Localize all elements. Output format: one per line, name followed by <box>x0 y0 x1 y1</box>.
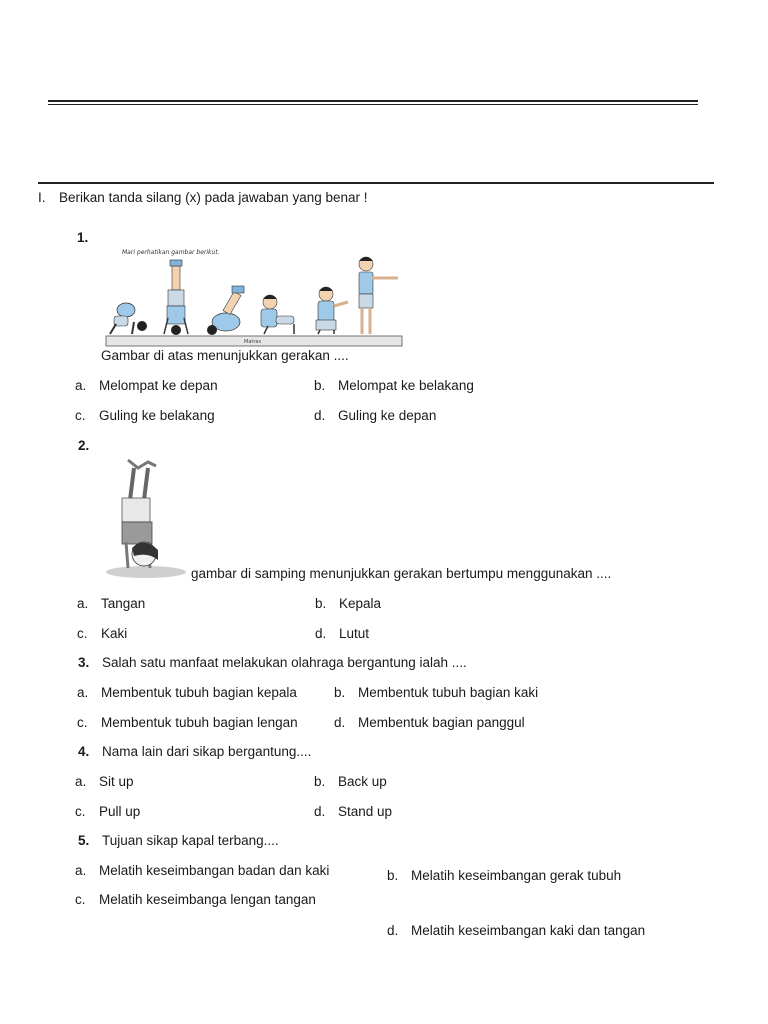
option-text: Tangan <box>101 596 146 611</box>
question-3-option-a[interactable] <box>77 685 297 700</box>
question-2-option-b[interactable] <box>315 596 381 611</box>
question-2-number: 2. <box>78 438 90 453</box>
option-text: Melompat ke belakang <box>338 378 474 393</box>
question-1-option-c[interactable] <box>75 408 215 423</box>
question-5-option-a[interactable] <box>75 863 329 878</box>
question-4-number: 4. <box>78 744 90 759</box>
option-text: Guling ke belakang <box>99 408 215 423</box>
question-5-option-b[interactable] <box>387 868 621 883</box>
option-letter: d. <box>334 715 346 730</box>
question-4-option-c[interactable] <box>75 804 140 819</box>
question-3-option-c[interactable] <box>77 715 298 730</box>
option-text: Guling ke depan <box>338 408 437 423</box>
option-letter: a. <box>77 685 89 700</box>
question-2-option-d[interactable] <box>315 626 369 641</box>
pose-crouch <box>110 303 147 334</box>
header-double-rule-bottom <box>48 104 698 105</box>
option-text: Membentuk tubuh bagian kaki <box>358 685 539 700</box>
question-2-text: gambar di samping menunjukkan gerakan bertumpu menggunakan .... <box>191 566 612 581</box>
header-double-rule-top <box>48 100 698 102</box>
pose-tuck <box>261 295 294 334</box>
option-letter: d. <box>314 804 326 819</box>
question-5 <box>78 833 279 848</box>
question-3 <box>78 655 467 670</box>
option-letter: d. <box>315 626 327 641</box>
option-letter: c. <box>75 892 86 907</box>
option-letter: a. <box>75 774 87 789</box>
question-3-number: 3. <box>78 655 90 670</box>
pose-standing <box>359 257 398 334</box>
option-letter: d. <box>387 923 399 938</box>
option-letter: a. <box>75 378 87 393</box>
option-text: Pull up <box>99 804 141 819</box>
question-2-option-a[interactable] <box>77 596 145 611</box>
option-text: Membentuk tubuh bagian lengan <box>101 715 298 730</box>
option-text: Melatih keseimbangan gerak tubuh <box>411 868 622 883</box>
question-4-option-a[interactable] <box>75 774 134 789</box>
question-3-option-d[interactable] <box>334 715 525 730</box>
option-text: Melatih keseimbangan badan dan kaki <box>99 863 330 878</box>
option-letter: c. <box>75 804 86 819</box>
question-5-number: 5. <box>78 833 90 848</box>
question-5-option-c[interactable] <box>75 892 316 907</box>
pose-inverted <box>164 260 188 335</box>
handstand-illustration <box>104 456 190 580</box>
section-instruction <box>38 190 368 205</box>
option-text: Stand up <box>338 804 393 819</box>
question-5-option-d[interactable] <box>387 923 645 938</box>
option-letter: c. <box>77 715 88 730</box>
option-letter: b. <box>314 774 326 789</box>
option-letter: b. <box>315 596 327 611</box>
option-letter: b. <box>334 685 346 700</box>
option-text: Kaki <box>101 626 128 641</box>
option-text: Membentuk bagian panggul <box>358 715 525 730</box>
pose-squat <box>316 287 348 334</box>
question-1-option-d[interactable] <box>314 408 436 423</box>
question-4-option-d[interactable] <box>314 804 392 819</box>
pose-rolling <box>207 286 244 335</box>
question-4-option-b[interactable] <box>314 774 387 789</box>
forward-roll-illustration <box>104 246 404 348</box>
option-text: Melatih keseimbangan kaki dan tangan <box>411 923 646 938</box>
mat-label: Matras <box>244 339 262 345</box>
question-1-number: 1. <box>77 230 89 245</box>
question-5-text: Tujuan sikap kapal terbang.... <box>102 833 279 848</box>
option-letter: c. <box>75 408 86 423</box>
question-1-option-b[interactable] <box>314 378 474 393</box>
question-4-text: Nama lain dari sikap bergantung.... <box>102 744 312 759</box>
question-1-option-a[interactable] <box>75 378 218 393</box>
question-4 <box>78 744 311 759</box>
option-text: Melompat ke depan <box>99 378 218 393</box>
option-letter: b. <box>314 378 326 393</box>
figure-caption: Mari perhatikan gambar berikut. <box>122 249 220 256</box>
option-letter: d. <box>314 408 326 423</box>
option-letter: a. <box>75 863 87 878</box>
section-divider <box>38 182 714 184</box>
option-letter: b. <box>387 868 399 883</box>
option-letter: c. <box>77 626 88 641</box>
question-2-option-c[interactable] <box>77 626 127 641</box>
option-text: Melatih keseimbanga lengan tangan <box>99 892 316 907</box>
option-text: Back up <box>338 774 387 789</box>
question-3-text: Salah satu manfaat melakukan olahraga bergantung ialah .... <box>102 655 467 670</box>
question-3-option-b[interactable] <box>334 685 538 700</box>
question-1-text: Gambar di atas menunjukkan gerakan .... <box>101 348 349 363</box>
option-letter: a. <box>77 596 89 611</box>
option-text: Lutut <box>339 626 370 641</box>
option-text: Membentuk tubuh bagian kepala <box>101 685 297 700</box>
section-roman: I. <box>38 190 46 205</box>
option-text: Kepala <box>339 596 382 611</box>
instruction-text: Berikan tanda silang (x) pada jawaban yang benar ! <box>59 190 368 205</box>
option-text: Sit up <box>99 774 134 789</box>
